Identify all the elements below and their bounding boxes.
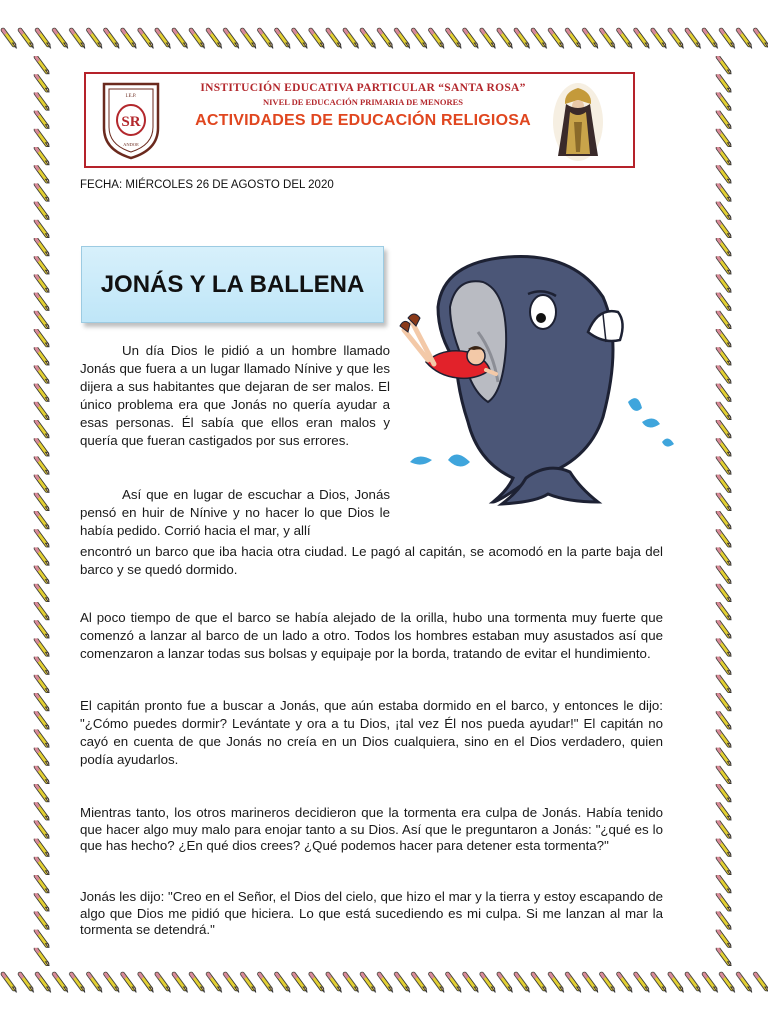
paragraph-1: Un día Dios le pidió a un hombre llamado Jonás que fuera a un lugar llamado Nínive y que les dijera a sus habitantes que dejaran de ser malos. El único problema era que Jonás no quería ayudar a esas personas. Él sabía que ellos eran malos y quería que fueran castigados por sus errores. [80, 343, 390, 448]
paragraph-2b: encontró un barco que iba hacia otra ciudad. Le pagó al capitán, se acomodó en la parte baja del barco y se quedó dormido. [80, 544, 663, 577]
pencil-border-bottom [0, 966, 768, 1000]
school-shield-logo [100, 80, 162, 160]
pencil-border-right [708, 56, 742, 966]
paragraph-6: Jonás les dijo: "Creo en el Señor, el Dios del cielo, que hizo el mar y la tierra y estoy escapando de algo que Dios me pidió que hiciera. Lo que está sucediendo es mi culpa. Si me lanzan al mar la tormenta se detendrá." [80, 889, 663, 937]
santa-rosa-image [552, 82, 604, 162]
pencil-border-top [0, 22, 768, 56]
paragraph-3: Al poco tiempo de que el barco se había alejado de la orilla, hubo una tormenta muy fuerte que comenzó a lanzar al barco de un lado a otro. Todos los hombres estaban muy asustados así que comenzaron a lanzar todas sus bolsas y equipaje por la borda, tratando de evitar el hundimiento. [80, 610, 663, 661]
logo-top-text: I.E.P. [125, 94, 137, 99]
date-line: FECHA: MIÉRCOLES 26 DE AGOSTO DEL 2020 [80, 179, 334, 191]
school-header [84, 72, 635, 168]
institution-name: INSTITUCIÓN EDUCATIVA PARTICULAR “SANTA ROSA” [200, 82, 526, 94]
whale-illustration [398, 252, 688, 512]
paragraph-4: El capitán pronto fue a buscar a Jonás, que aún estaba dormido en el barco, y entonces le dijo: "¿Cómo puedes dormir? Levántate y ora a tu Dios, ¡tal vez Él nos pueda ayudar!" El capitán no cayó en cuenta de que Jonás no creía en un Dios cualquiera, sino en el Dios verdadero, quien podía ayudarlos. [80, 698, 663, 767]
subject-title: ACTIVIDADES DE EDUCACIÓN RELIGIOSA [195, 112, 531, 129]
logo-bottom-text: ANDOE [123, 142, 139, 147]
paragraph-5: Mientras tanto, los otros marineros decidieron que la tormenta era culpa de Jonás. Había tenido que hacer algo muy malo para enojar tanto a su Dios. Así que le preguntaron a Jonás: "¿qué es lo que has hecho? ¿En qué dios crees? ¿Qué podemos hacer para detener esta tormenta?" [80, 805, 663, 853]
education-level: NIVEL DE EDUCACIÓN PRIMARIA DE MENORES [262, 97, 463, 107]
logo-initials: SR [121, 114, 141, 130]
story-title: JONÁS Y LA BALLENA [100, 270, 365, 298]
paragraph-2a: Así que en lugar de escuchar a Dios, Jonás pensó en huir de Nínive y no hacer lo que Dios le había pedido. Corrió hacia el mar, y allí [80, 487, 390, 538]
pencil-border-left [26, 56, 60, 966]
story-title-box [81, 246, 384, 323]
